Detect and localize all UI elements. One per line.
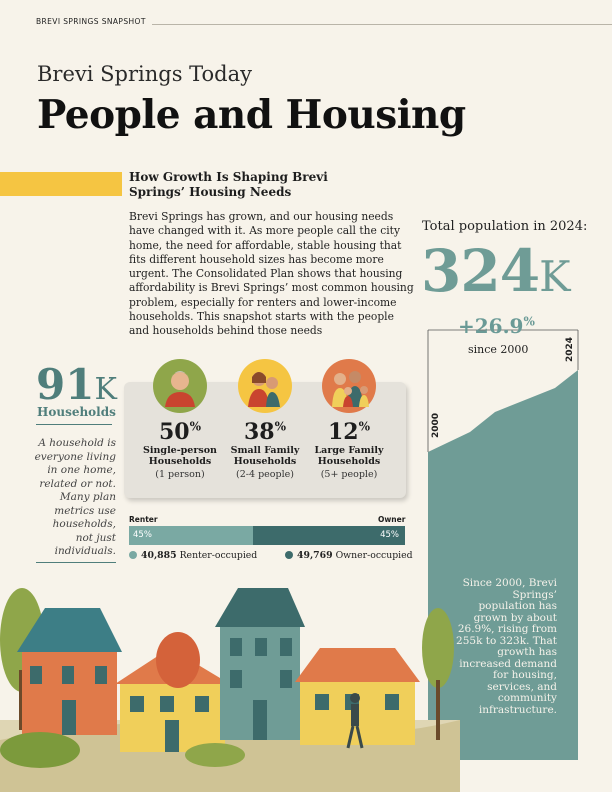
household-type-label: Large Family Households (314, 445, 384, 467)
intro-heading: How Growth Is Shaping Brevi Springs’ Housing Needs (129, 170, 328, 199)
households-value (36, 360, 117, 409)
bush-middle (185, 743, 245, 767)
household-type-size: (1 person) (155, 469, 205, 480)
household-type-small-family-pct (225, 419, 305, 445)
renter-bar-pct: 45% (133, 530, 152, 540)
neighborhood-illustration (0, 570, 460, 792)
households-number: 91 (36, 360, 95, 409)
renter-bar (129, 526, 253, 545)
population-unit: K (539, 252, 570, 301)
renter-legend (129, 550, 257, 561)
households-unit: K (94, 372, 117, 407)
owner-legend-dot (285, 551, 293, 559)
household-type-pct-value: 12 (327, 419, 359, 445)
household-type-size: (5+ people) (320, 469, 378, 480)
yellow-accent-bar (0, 172, 122, 196)
page-subtitle: Brevi Springs Today (37, 62, 253, 86)
growth-percent-sign: % (523, 314, 535, 329)
household-type-pct-value: 38 (243, 419, 275, 445)
households-rule (36, 424, 112, 425)
household-type-single-pct (140, 419, 220, 445)
household-type-label: Single-person Households (143, 445, 217, 467)
household-definition: A household is everyone living in one home, related or not. Many plan metrics use households, not just individuals. (34, 437, 116, 557)
owner-bar (253, 526, 405, 545)
growth-percent-value: +26.9 (458, 314, 524, 338)
growth-year-end: 2024 (565, 336, 575, 362)
single-person-icon (153, 359, 207, 413)
household-type-size: (2-4 people) (236, 469, 294, 480)
growth-percent (458, 314, 535, 338)
header-tag: BREVI SPRINGS SNAPSHOT (36, 17, 146, 26)
intro-body: Brevi Springs has grown, and our housing needs have changed with it. As more people call the city home, the need for affordable, stable housing that fits different household sizes has become more urgent. The Consolidated Plan shows that housing affordability is Brevi Springs’ most common housing problem, especially for renters and lower-income households. This snapshot starts with the people and households behind those needs (129, 210, 414, 338)
renter-desc: Renter-occupied (179, 550, 258, 561)
renter-count: 40,885 (141, 550, 177, 561)
renter-legend-dot (129, 551, 137, 559)
household-definition-rule (36, 562, 116, 563)
owner-count: 49,769 (297, 550, 333, 561)
page-title: People and Housing (37, 92, 466, 138)
household-type-large-family (309, 419, 389, 480)
household-type-small-family (225, 419, 305, 480)
household-type-single (140, 419, 220, 480)
household-type-pct-sign: % (358, 419, 371, 434)
population-growth-note: Since 2000, Brevi Springs’ population has grown by about 26.9%, rising from 255k to 323k. That growth has increased demand for housing, services, and community infrastructure. (456, 577, 557, 716)
bush-left (0, 732, 80, 768)
household-type-large-family-pct (309, 419, 389, 445)
household-type-label: Small Family Households (230, 445, 300, 467)
growth-since: since 2000 (468, 343, 529, 356)
owner-legend (285, 550, 413, 561)
small-family-icon (238, 359, 292, 413)
owner-bar-pct: 45% (380, 530, 399, 540)
tree-right (422, 608, 454, 688)
owner-label: Owner (378, 515, 406, 524)
population-value (421, 237, 569, 305)
renter-label: Renter (129, 515, 158, 524)
population-number: 324 (421, 237, 540, 305)
header-rule (152, 24, 612, 25)
large-family-icon (322, 359, 376, 413)
households-label: Households (37, 405, 116, 419)
house-teal (215, 588, 305, 740)
population-label: Total population in 2024: (422, 219, 588, 234)
household-type-pct-sign: % (189, 419, 202, 434)
owner-desc: Owner-occupied (335, 550, 413, 561)
tree-red (156, 632, 200, 688)
household-type-pct-sign: % (274, 419, 287, 434)
household-type-pct-value: 50 (158, 419, 190, 445)
growth-year-start: 2000 (431, 412, 441, 438)
